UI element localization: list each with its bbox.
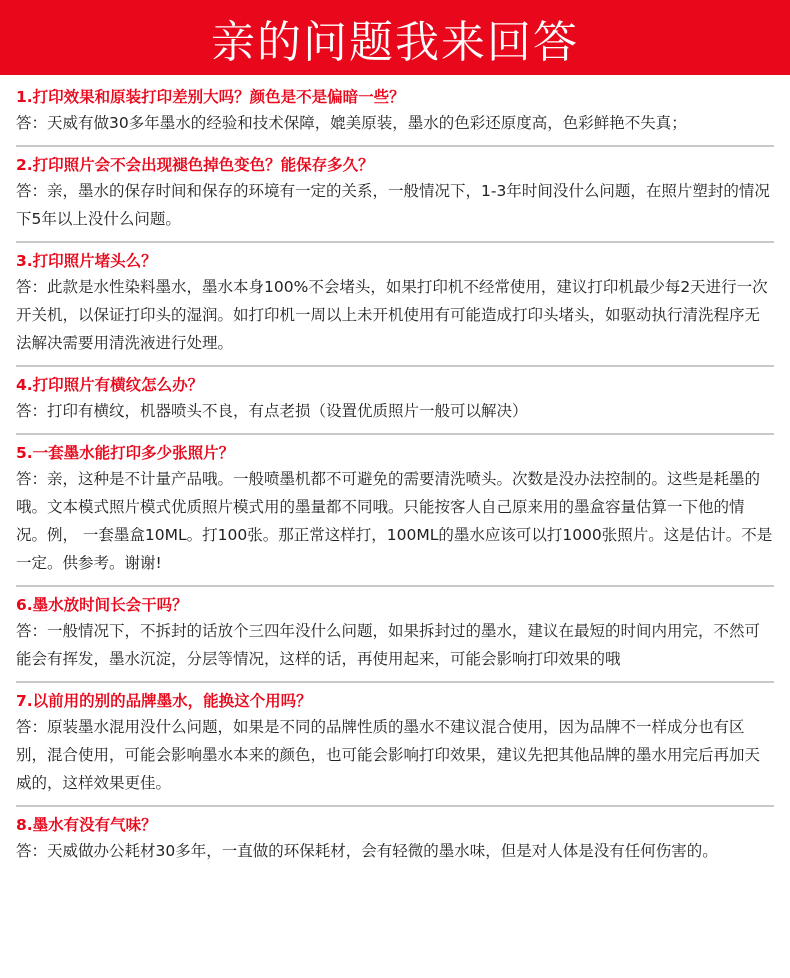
faq-question: 2.打印照片会不会出现褪色掉色变色？能保存多久？ — [16, 156, 374, 174]
faq-item-2 — [16, 153, 774, 243]
faq-answer: 答：亲，墨水的保存时间和保存的环境有一定的关系，一般情况下，1-3年时间没什么问题，在照片塑封的情况下5年以上没什么问题。 — [16, 182, 770, 228]
faq-item-4 — [16, 373, 774, 435]
faq-question: 6.墨水放时间长会干吗？ — [16, 596, 188, 614]
faq-answer: 答：天威有做30多年墨水的经验和技术保障，媲美原装，墨水的色彩还原度高，色彩鲜艳不失真； — [16, 114, 687, 132]
faq-item-6 — [16, 593, 774, 683]
faq-answer: 答：原装墨水混用没什么问题，如果是不同的品牌性质的墨水不建议混合使用，因为品牌不一样成分也有区别，混合使用，可能会影响墨水本来的颜色，也可能会影响打印效果，建议先把其他品牌的墨水用完后再加天威的，这样效果更佳。 — [16, 718, 761, 792]
faq-question: 3.打印照片堵头么？ — [16, 252, 157, 270]
faq-question: 1.打印效果和原装打印差别大吗？颜色是不是偏暗一些？ — [16, 88, 405, 106]
faq-answer: 答：一般情况下，不拆封的话放个三四年没什么问题，如果拆封过的墨水，建议在最短的时间内用完，不然可能会有挥发，墨水沉淀，分层等情况，这样的话，再使用起来，可能会影响打印效果的哦 — [16, 622, 761, 668]
faq-item-1 — [16, 85, 774, 147]
faq-answer: 答：天威做办公耗材30多年，一直做的环保耗材，会有轻微的墨水味，但是对人体是没有任何伤害的。 — [16, 842, 718, 860]
faq-answer: 答：打印有横纹，机器喷头不良，有点老损（设置优质照片一般可以解决） — [16, 402, 528, 420]
page-title: 亲的问题我来回答 — [211, 16, 579, 68]
faq-question: 8.墨水有没有气味？ — [16, 816, 157, 834]
faq-item-3 — [16, 249, 774, 367]
faq-question: 7.以前用的别的品牌墨水，能换这个用吗？ — [16, 692, 312, 710]
faq-list — [0, 75, 790, 873]
faq-answer: 答：此款是水性染料墨水，墨水本身100%不会堵头，如果打印机不经常使用，建议打印机最少每2天进行一次开关机，以保证打印头的湿润。如打印机一周以上未开机使用有可能造成打印头堵头，如驱动执行清洗程序无法解决需要用清洗液进行处理。 — [16, 278, 768, 352]
faq-item-8 — [16, 813, 774, 873]
faq-question: 4.打印照片有横纹怎么办？ — [16, 376, 204, 394]
faq-answer: 答：亲，这种是不计量产品哦。一般喷墨机都不可避免的需要清洗喷头。次数是没办法控制的。这些是耗墨的哦。文本模式照片模式优质照片模式用的墨量都不同哦。只能按客人自己原来用的墨盒容量估算一下他的情况。例， 一套墨盒10ML。打100张。那正常这样打，100ML的墨水应该可以打1000张照片。这是估计。不是一定。供参考。谢谢! — [16, 470, 773, 572]
faq-question: 5.一套墨水能打印多少张照片？ — [16, 444, 235, 462]
faq-item-7 — [16, 689, 774, 807]
faq-item-5 — [16, 441, 774, 587]
header-banner — [0, 0, 790, 75]
